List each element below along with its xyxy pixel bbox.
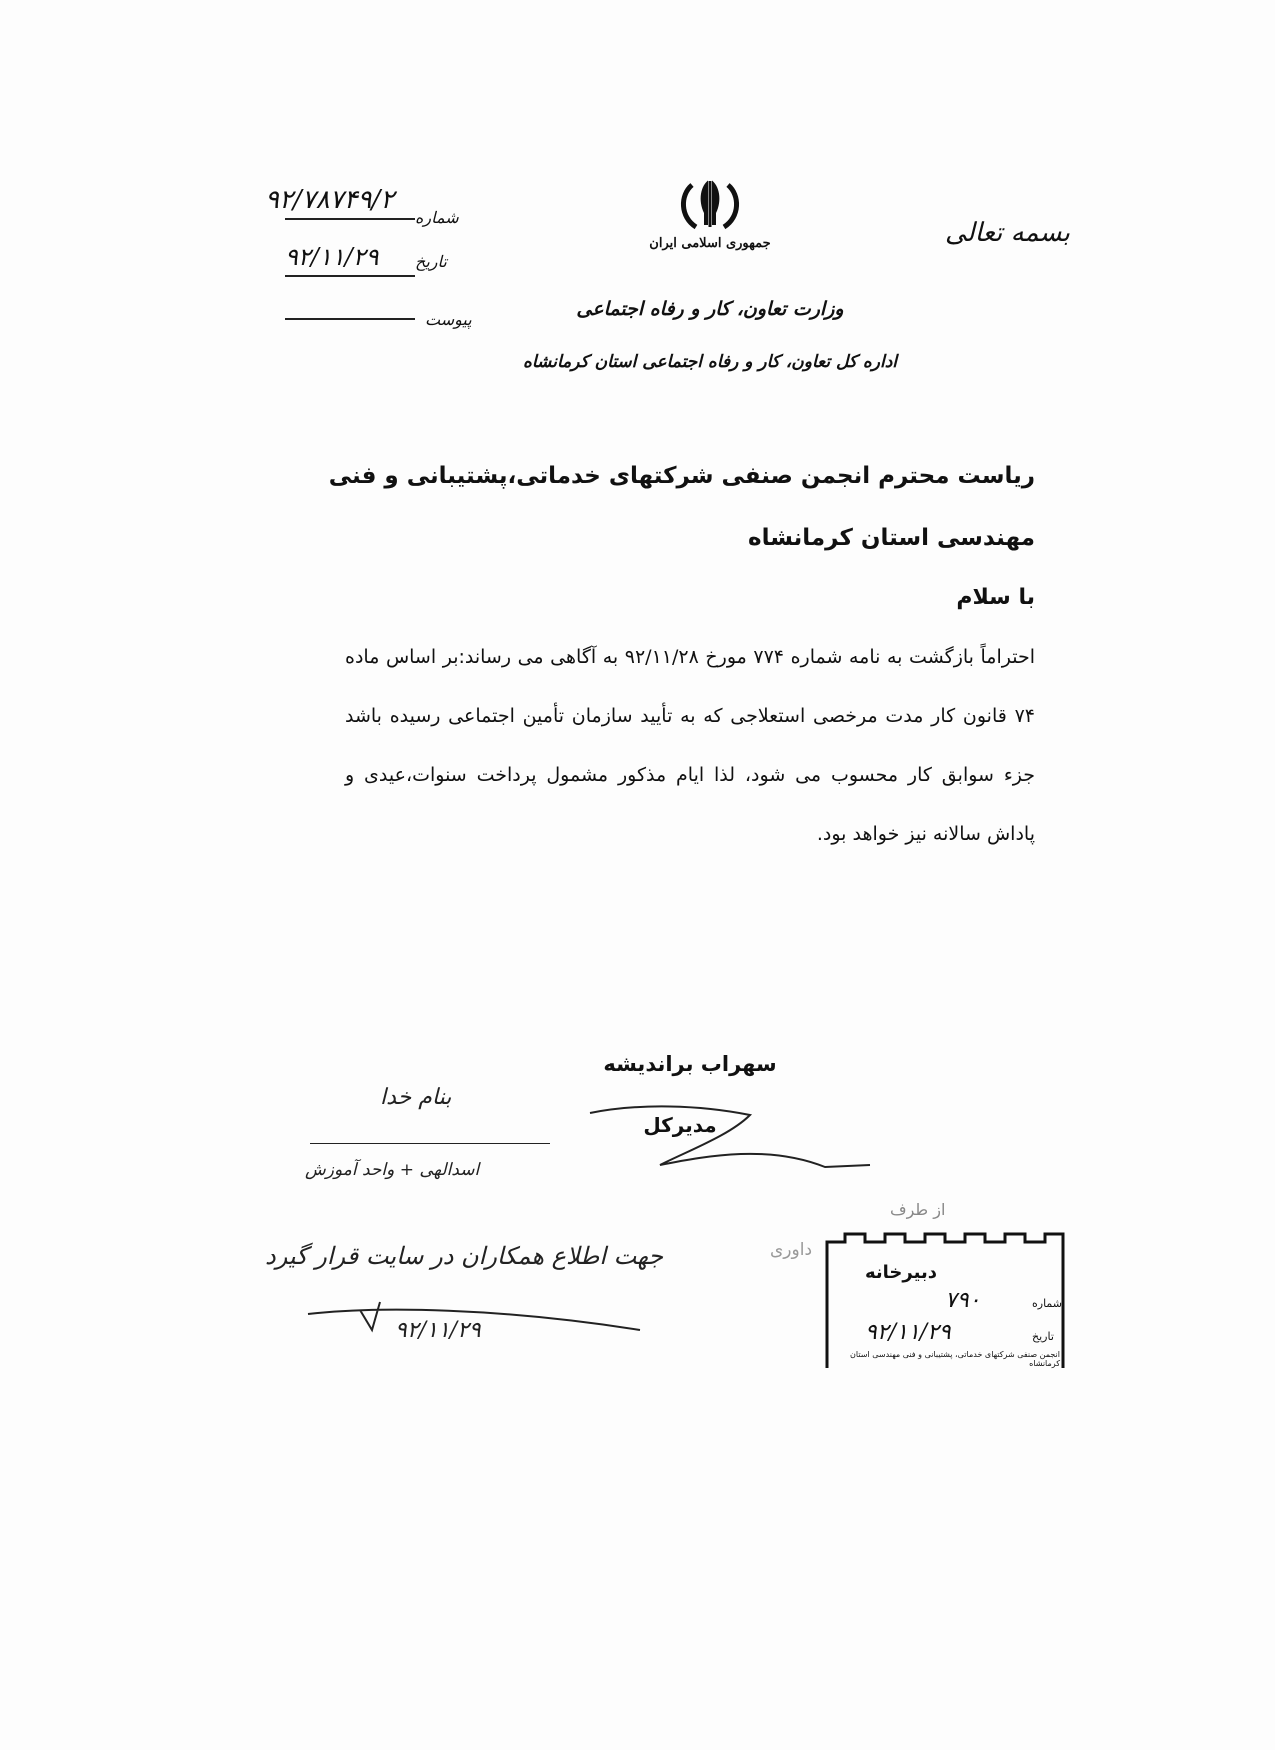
handwritten-note-2: اسدالهی + واحد آموزش bbox=[305, 1160, 480, 1180]
recipient-line-1: ریاست محترم انجمن صنفی شرکتهای خدماتی،پشتیبانی و فنی bbox=[328, 463, 1035, 489]
stamp-date-value: ۹۲/۱۱/۲۹ bbox=[865, 1320, 951, 1345]
letter-number-label: شماره bbox=[415, 208, 459, 227]
stamp-organization: انجمن صنفی شرکتهای خدماتی، پشتیبانی و فنی مهندسی استان کرمانشاه bbox=[850, 1350, 1060, 1368]
date-underline bbox=[285, 275, 415, 277]
ministry-name: وزارت تعاون، کار و رفاه اجتماعی bbox=[576, 298, 844, 320]
signer-name: سهراب براندیشه bbox=[603, 1052, 777, 1076]
stamp-from-label: از طرف bbox=[890, 1200, 946, 1219]
handwritten-note-3: جهت اطلاع همکاران در سایت قرار گیرد bbox=[265, 1242, 664, 1270]
handwritten-date: ۹۲/۱۱/۲۹ bbox=[395, 1318, 481, 1343]
stamp-number-value: ۷۹۰ bbox=[945, 1288, 981, 1313]
handwritten-underline bbox=[310, 1143, 550, 1144]
greeting: با سلام bbox=[956, 585, 1035, 610]
attachment-underline bbox=[285, 318, 415, 320]
iran-emblem-icon bbox=[670, 175, 750, 235]
letter-date-label: تاریخ bbox=[415, 252, 447, 271]
number-underline bbox=[285, 218, 415, 220]
office-name: اداره کل تعاون، کار و رفاه اجتماعی استان کرمانشاه bbox=[522, 352, 898, 372]
stamp-title: دبیرخانه bbox=[865, 1262, 937, 1283]
handwritten-note-1: بنام خدا bbox=[380, 1085, 452, 1110]
invocation-text: بسمه تعالی bbox=[945, 218, 1070, 248]
letter-body: احتراماً بازگشت به نامه شماره ۷۷۴ مورخ ۹۲/۱۱/۲۸ به آگاهی می رساند:بر اساس ماده ۷۴ قانون کار مدت مرخصی استعلاجی که به تأیید سازمان تأمین اجتماعی رسیده باشد جزء سوابق کار محسوب می شود، لذا ایام مذکور مشمول پرداخت سنوات،عیدی و پاداش سالانه نیز خواهد بود. bbox=[345, 646, 1035, 845]
attachment-label: پیوست bbox=[425, 310, 472, 329]
republic-text: جمهوری اسلامی ایران bbox=[649, 236, 771, 251]
stamp-date-label: تاریخ bbox=[1032, 1330, 1054, 1343]
recipient-line-2: مهندسی استان کرمانشاه bbox=[748, 525, 1035, 551]
letter-date-value: ۹۲/۱۱/۲۹ bbox=[285, 243, 379, 271]
signer-title: مدیرکل bbox=[643, 1113, 717, 1137]
letter-number-value: ۹۲/۷۸۷۴۹/۲ bbox=[265, 185, 395, 215]
stamp-faded-text: داوری bbox=[770, 1240, 813, 1260]
stamp-number-label: شماره bbox=[1032, 1297, 1063, 1310]
